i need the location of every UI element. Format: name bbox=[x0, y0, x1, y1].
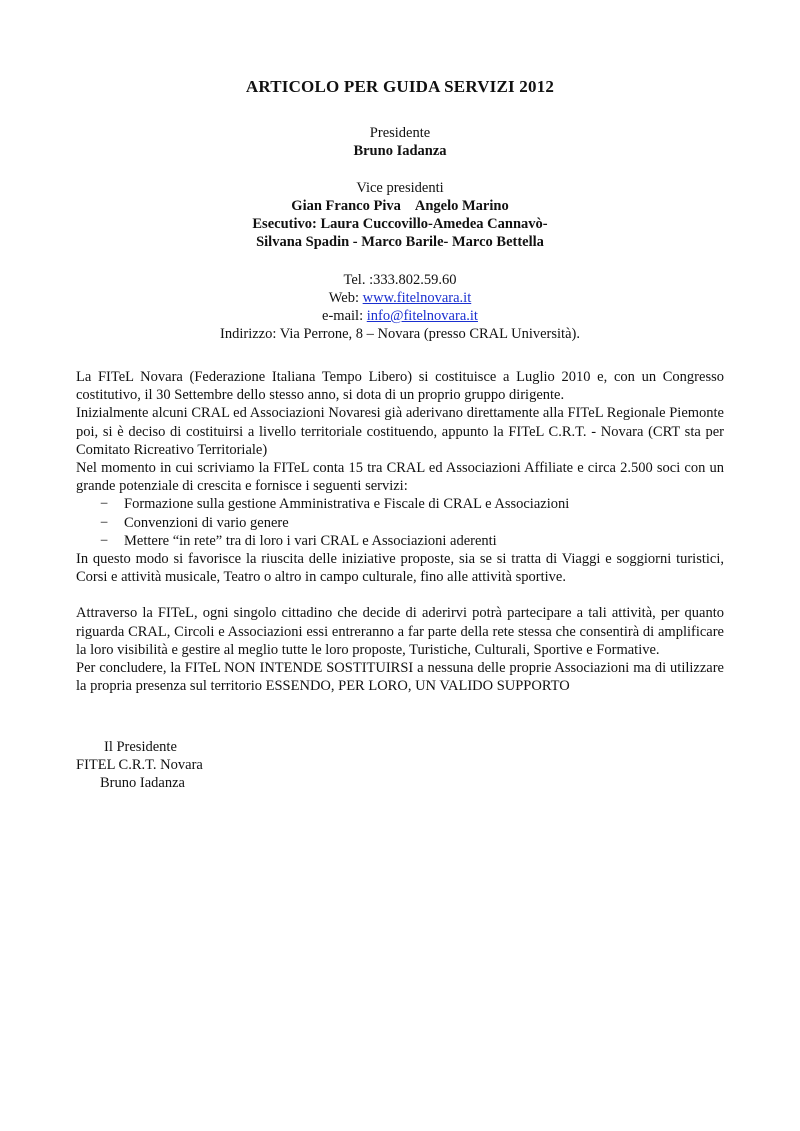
website-line bbox=[0, 289, 800, 307]
signature-role: Il Presidente bbox=[104, 739, 177, 755]
website-link[interactable]: www.fitelnovara.it bbox=[362, 290, 472, 306]
executive-line: Esecutivo: Laura Cuccovillo-Amedea Cannavò- bbox=[252, 216, 548, 232]
president-block bbox=[0, 124, 800, 160]
list-item: − Formazione sulla gestione Amministrativa e Fiscale di CRAL e Associazioni bbox=[100, 496, 570, 513]
executive-line-2: Silvana Spadin - Marco Barile- Marco Bettella bbox=[256, 234, 544, 250]
phone-number: Tel. :333.802.59.60 bbox=[343, 272, 457, 288]
paragraph-origins: Inizialmente alcuni CRAL ed Associazioni Novaresi già aderivano direttamente alla FITeL Regionale Piemonte poi, si è deciso di costituirsi a livello territoriale costituendo, appunto la FITeL C.R.T. - Novara (CRT sta per Comitato Ricreativo Territoriale) bbox=[76, 405, 724, 458]
paragraph-founding: La FITeL Novara (Federazione Italiana Tempo Libero) si costituisce a Luglio 2010 e, con un Congresso costitutivo, il 30 Settembre dello stesso anno, si dota di un proprio gruppo dirigente. bbox=[76, 369, 724, 404]
paragraph-membership: Nel momento in cui scriviamo la FITeL conta 15 tra CRAL ed Associazioni Affiliate e circa 2.500 soci con un grande potenziale di crescita e fornisce i seguenti servizi: bbox=[76, 460, 724, 495]
vice-president-names bbox=[0, 197, 800, 215]
vice-president-name-2: Angelo Marino bbox=[414, 198, 509, 214]
vice-president-block bbox=[0, 179, 800, 251]
paragraph-activities: In questo modo si favorisce la riuscita delle iniziative proposte, sia se si tratta di Viaggi e soggiorni turistici, Corsi e attività musicale, Teatro o altro in campo culturale, fino alle attività sportive. bbox=[76, 551, 724, 586]
dash-bullet-icon: − bbox=[100, 532, 109, 549]
article-body bbox=[76, 368, 724, 695]
list-item: − Convenzioni di vario genere bbox=[100, 514, 289, 531]
dash-bullet-icon: − bbox=[100, 514, 109, 531]
contacts-block bbox=[0, 271, 800, 343]
president-label: Presidente bbox=[369, 125, 431, 141]
list-item: − Mettere “in rete” tra di loro i vari CRAL e Associazioni aderenti bbox=[100, 532, 497, 549]
paragraph-conclusion: Per concludere, la FITeL NON INTENDE SOSTITUIRSI a nessuna delle proprie Associazioni ma di utilizzare la propria presenza sul territorio ESSENDO, PER LORO, UN VALIDO SUPPORTO bbox=[76, 660, 724, 695]
document-title: ARTICOLO PER GUIDA SERVIZI 2012 bbox=[245, 77, 555, 96]
email-label: e-mail: bbox=[322, 308, 367, 324]
email-line bbox=[0, 307, 800, 325]
dash-bullet-icon: − bbox=[100, 496, 109, 513]
signature-organization: FITEL C.R.T. Novara bbox=[76, 757, 203, 774]
address-line: Indirizzo: Via Perrone, 8 – Novara (presso CRAL Università). bbox=[220, 326, 580, 342]
services-list bbox=[76, 495, 724, 550]
vice-president-name-1: Gian Franco Piva bbox=[291, 198, 401, 214]
vice-president-label: Vice presidenti bbox=[356, 180, 444, 196]
president-name: Bruno Iadanza bbox=[353, 143, 447, 159]
website-label: Web: bbox=[328, 290, 363, 306]
email-link[interactable]: info@fitelnovara.it bbox=[366, 308, 478, 324]
signature-block bbox=[76, 738, 203, 793]
signature-name: Bruno Iadanza bbox=[100, 775, 185, 792]
paragraph-participation: Attraverso la FITeL, ogni singolo cittadino che decide di aderirvi potrà partecipare a tali attività, per quanto riguarda CRAL, Circoli e Associazioni essi entreranno a far parte della rete stessa che consentirà di amplificare la loro visibilità e gestire al meglio tutte le loro proposte, Turistiche, Culturali, Sportive e Formative. bbox=[76, 605, 724, 658]
